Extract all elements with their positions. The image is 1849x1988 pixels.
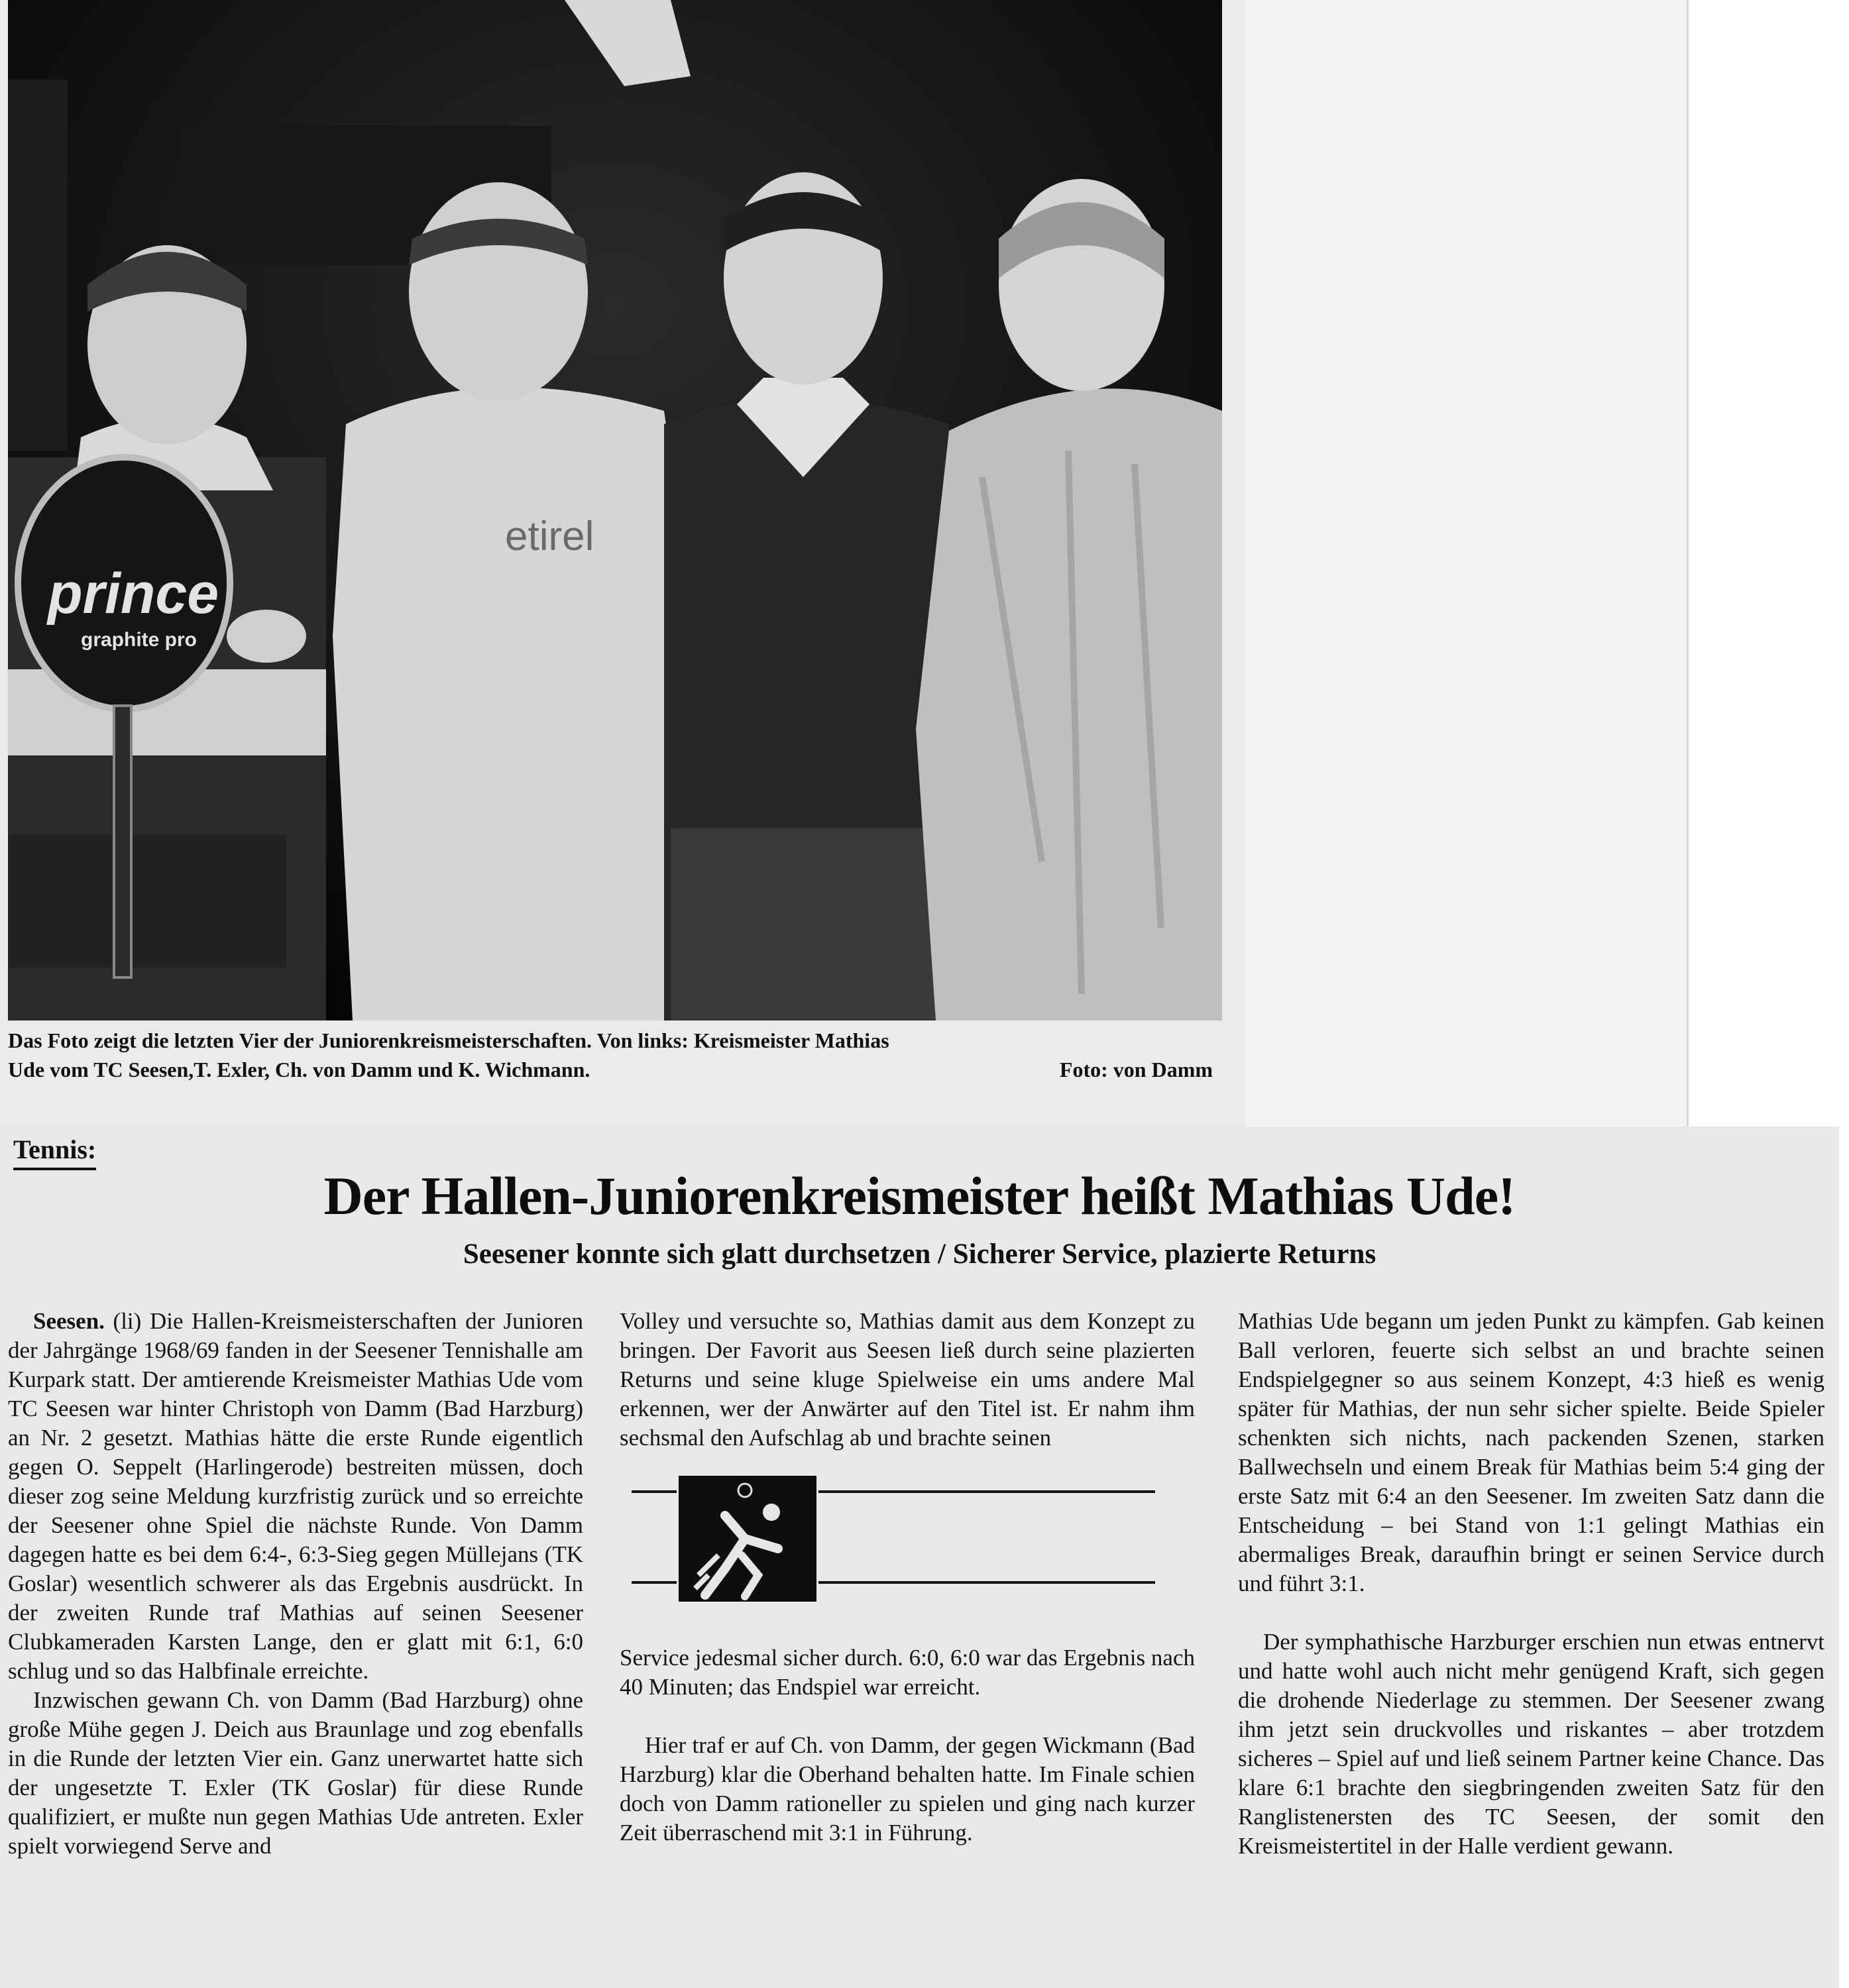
dateline: Seesen. (33, 1308, 105, 1334)
scan-margin-strip (1246, 0, 1689, 1127)
tennis-player-icon (677, 1474, 818, 1604)
section-kicker: Tennis: (13, 1133, 96, 1170)
caption-line-2: Ude vom TC Seesen,T. Exler, Ch. von Damm und K. Wichmann. (8, 1058, 590, 1081)
caption-line-1: Das Foto zeigt die letzten Vier der Juniorenkreismeisterschaften. Von links: Kreismeister Mathias (8, 1028, 889, 1052)
team-photo-drawing (8, 0, 1222, 1021)
paragraph-3: Volley und versuchte so, Mathias damit aus dem Konzept zu bringen. Der Favorit aus Seesen ließ durch seine plazierten Returns und seine kluge Spielweise ein ums andere Mal erkennen, wer der Anwärter auf den Titel ist. Er nahm ihm sechsmal den Aufschlag ab und brachte seinen (620, 1308, 1195, 1451)
photo-credit: Foto: von Damm (1059, 1058, 1213, 1081)
paragraph-4: Service jedesmal sicher durch. 6:0, 6:0 war das Ergebnis nach 40 Minuten; das Endspiel war erreicht. (620, 1645, 1195, 1700)
caption-line-2-row (8, 1055, 1213, 1084)
paragraph-2: Inzwischen gewann Ch. von Damm (Bad Harzburg) ohne große Mühe gegen J. Deich aus Braunlage und zog ebenfalls in die Runde der letzten Vier ein. Ganz unerwartet hatte sich der ungesetzte T. Exler (TK Goslar) für diese Runde qualifiziert, er mußte nun gegen Mathias Ude antreten. Exler spielt vorwiegend Serve and (8, 1687, 583, 1859)
tennis-pictogram-divider (620, 1461, 1195, 1626)
article-headline: Der Hallen-Juniorenkreismeister heißt Mathias Ude! (323, 1166, 1516, 1226)
article-column-3 (1238, 1307, 1824, 1861)
article-subheadline: Seesener konnte sich glatt durchsetzen / Sicherer Service, plazierte Returns (463, 1239, 1376, 1270)
team-photo (8, 0, 1222, 1021)
paragraph-1 (8, 1307, 583, 1686)
photo-caption (8, 1026, 1213, 1084)
racket-brand: prince (48, 562, 219, 626)
paragraph-6: Mathias Ude begann um jeden Punkt zu kämpfen. Gab keinen Ball verloren, feuerte sich selbst an und brachte seinen Endspielgegner so aus seinem Konzept, 4:3 hieß es wenig später für Mathias, der nun sehr sicher spielte. Beide Spieler schenkten sich nichts, nach packenden Szenen, starken Ballwechseln und einem Break für Mathias beim 5:4 ging der erste Satz mit 6:4 an den Seesener. Im zweiten Satz dann die Entscheidung – bei Stand von 1:1 gelingt Mathias ein abermaliges Break, daraufhin bringt er seinen Service durch und führt 3:1. (1238, 1308, 1824, 1596)
paragraph-1-text: (li) Die Hallen-Kreismeisterschaften der Junioren der Jahrgänge 1968/69 fanden in der Seesener Tennishalle am Kurpark statt. Der amtierende Kreismeister Mathias Ude vom TC Seesen war hinter Christoph von Damm (Bad Harzburg) an Nr. 2 gesetzt. Mathias hätte die erste Runde eigentlich gegen O. Seppelt (Harlingerode) bestreiten müssen, doch dieser zog seine Meldung kurzfristig zurück und so erreichte der Seesener ohne Spiel die nächste Runde. Von Damm dagegen hatte es bei dem 6:4-, 6:3-Sieg gegen Müllejans (TK Goslar) wesentlich schwerer als das Ergebnis ausdrückt. In der zweiten Runde traf Mathias auf seinen Seesener Clubkameraden Karsten Lange, den er glatt mit 6:1, 6:0 schlug und so das Halbfinale erreichte. (8, 1308, 583, 1684)
shirt-logo: etirel (505, 514, 594, 559)
article-column-1 (8, 1307, 583, 1861)
article-column-2 (620, 1307, 1195, 1848)
racket-model: graphite pro (81, 629, 197, 651)
paragraph-5: Hier traf er auf Ch. von Damm, der gegen Wickmann (Bad Harzburg) klar die Oberhand behalten hatte. Im Finale schien doch von Damm rationeller zu spielen und ging nach kurzer Zeit überraschend mit 3:1 in Führung. (620, 1732, 1195, 1846)
paragraph-7: Der symphathische Harzburger erschien nun etwas entnervt und hatte wohl auch nicht mehr genügend Kraft, sich gegen die drohende Niederlage zu stemmen. Der Seesener zwang ihm jetzt sein druckvolles und riskantes – aber trotzdem sicheres – Spiel auf und ließ seinem Partner keine Chance. Das klare 6:1 brachte den siegbringenden zweiten Satz für den Ranglistenersten des TC Seesen, der somit den Kreismeistertitel in der Halle verdient gewann. (1238, 1629, 1824, 1859)
